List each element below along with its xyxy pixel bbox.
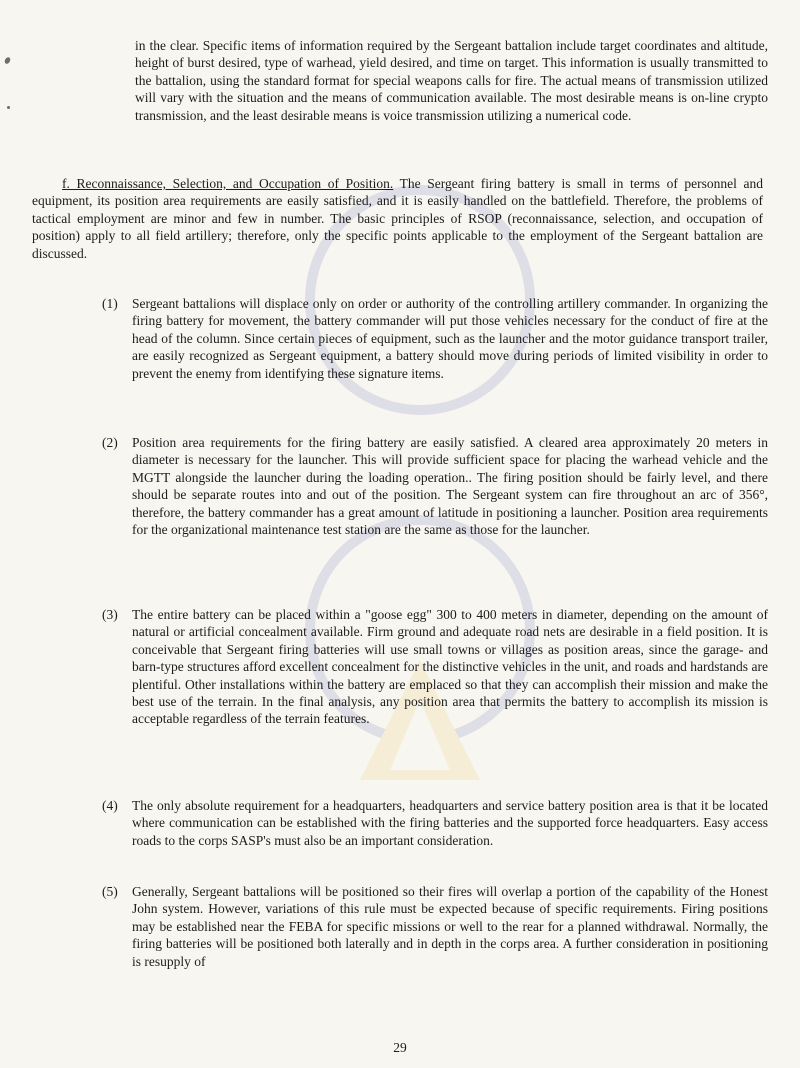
list-item-text: The entire battery can be placed within a "goose egg" 300 to 400 meters in diameter, depending on the amount of natural or artificial concealment available. Firm ground and adequate road nets are desirable in a field position. It is conceivable that Sergeant firing batteries will use small towns or villages as position areas, since the garage- and barn-type structures afford excellent concealment for the distinctive vehicles in the unit, and roads and hardstands are plentiful. Other installations within the battery are emplaced so that they can accomplish their mission and make the best use of the terrain. In the final analysis, any position area that permits the battery to accomplish its mission is acceptable regardless of the terrain features. — [132, 607, 768, 727]
page-number: 29 — [393, 1040, 407, 1055]
section-f-paragraph — [32, 175, 763, 262]
list-item-text: Position area requirements for the firing battery are easily satisfied. A cleared area approximately 20 meters in diameter is necessary for the launcher. This will provide sufficient space for placing the warhead vehicle and the MGTT alongside the launcher during the loading operation.. The firing position should be fairly level, and there should be separate routes into and out of the position. The Sergeant system can fire throughout an arc of 356°, therefore, the battery commander has a great amount of latitude in positioning a launcher. Position area requirements for the organizational maintenance test station are the same as those for the launcher. — [132, 435, 768, 538]
list-item-number: (5) — [102, 884, 118, 899]
intro-paragraph: in the clear. Specific items of information required by the Sergeant battalion include target coordinates and altitude, height of burst desired, type of warhead, yield desired, and time on target. This information is usually transmitted to the battalion, using the standard format for special weapons calls for fire. The actual means of transmission utilized will vary with the situation and the means of communication available. The most desirable means is on-line crypto transmission, and the least desirable means is voice transmission utilizing a numerical code. — [135, 38, 768, 123]
section-f-text: The Sergeant firing battery is small in terms of personnel and equipment, its position area requirements are easily satisfied, and it is easily handled on the battlefield. Therefore, the problems of tactical employment are minor and few in number. The basic principles of RSOP (reconnaissance, selection, and occupation of position) apply to all field artillery; therefore, only the specific points applicable to the employment of the Sergeant battalion are discussed. — [32, 176, 763, 261]
list-item-number: (4) — [102, 798, 118, 813]
section-f-heading: f. Reconnaissance, Selection, and Occupation of Position. — [62, 176, 394, 191]
list-item — [102, 434, 768, 538]
list-item-text: The only absolute requirement for a headquarters, headquarters and service battery position area is that it be located where communication can be established with the firing batteries and the supported force headquarters. Easy access roads to the corps SASP's must also be an important consideration. — [132, 798, 768, 848]
list-item — [102, 295, 768, 382]
list-item-number: (1) — [102, 296, 118, 311]
list-item — [102, 606, 768, 728]
list-item-text: Sergeant battalions will displace only on order or authority of the controlling artillery commander. In organizing the firing battery for movement, the battery commander will put those vehicles necessary for the conduct of fire at the head of the column. Since certain pieces of equipment, such as the launcher and the motor guidance transport trailer, are easily recognized as Sergeant equipment, a battery should move during periods of limited visibility in order to prevent the enemy from identifying these signature items. — [132, 296, 768, 381]
list-item-number: (3) — [102, 607, 118, 622]
list-item-number: (2) — [102, 435, 118, 450]
scan-speck — [7, 106, 10, 109]
list-item — [102, 797, 768, 849]
list-item-text: Generally, Sergeant battalions will be positioned so their fires will overlap a portion of the capability of the Honest John system. However, variations of this rule must be expected because of specific requirements. Firing positions may be established near the FEBA for specific missions or well to the rear for a planned withdrawal. Normally, the firing batteries will be positioned both laterally and in depth in the corps area. A further consideration in positioning is resupply of — [132, 884, 768, 969]
list-item — [102, 883, 768, 970]
scan-speck — [4, 56, 12, 65]
